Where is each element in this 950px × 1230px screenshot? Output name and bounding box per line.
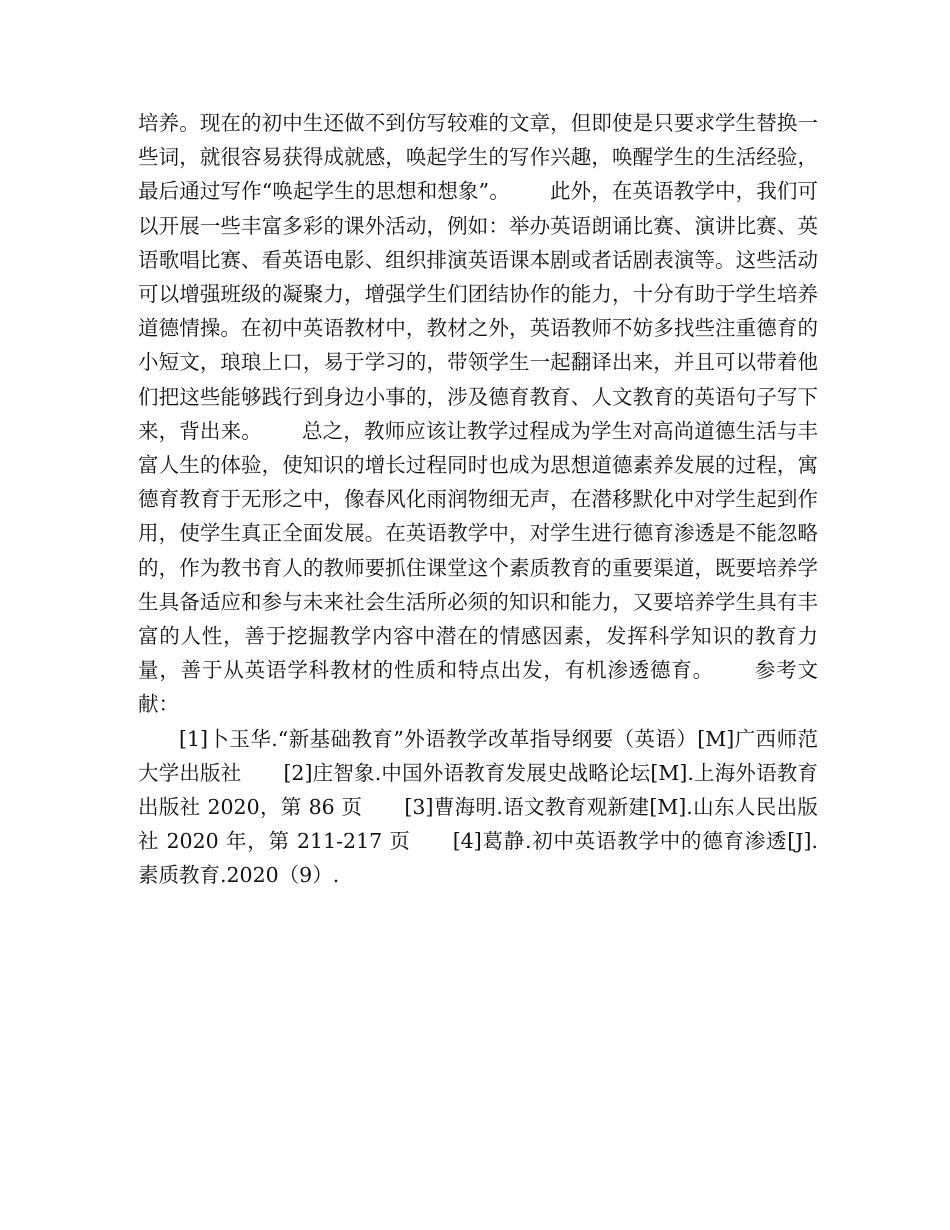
reference-item: [1]卜玉华.“新基础教育”外语教学改革指导纲要（英语）[M]广西师范大学出版社 [138,726,818,785]
paragraph-2: 此外，在英语教学中，我们可以开展一些丰富多彩的课外活动，例如：举办英语朗诵比赛、演讲比赛、英语歌唱比赛、看英语电影、组织排演英语课本剧或者话剧表演等。这些活动可以增强班级的凝聚力，增强学生们团结协作的能力，十分有助于学生培养道德情操。在初中英语教材中，教材之外，英语教师不妨多找些注重德育的小短文，琅琅上口，易于学习的，带领学生一起翻译出来，并且可以带着他们把这些能够践行到身边小事的，涉及德育教育、人文教育的英语句子写下来，背出来。 [138,179,818,443]
document-page [138,106,818,893]
paragraph-3: 总之，教师应该让教学过程成为学生对高尚道德生活与丰富人生的体验，使知识的增长过程同时也成为思想道德素养发展的过程，寓德育教育于无形之中，像春风化雨润物细无声，在潜移默化中对学生起到作用，使学生真正全面发展。在英语教学中，对学生进行德育渗透是不能忽略的，作为教书育人的教师要抓住课堂这个素质教育的重要渠道，既要培养学生具备适应和参与未来社会生活所必须的知识和能力，又要培养学生具有丰富的人性，善于挖掘教学内容中潜在的情感因素，发挥科学知识的教育力量，善于从英语学科教材的性质和特点出发，有机渗透德育。 [138,418,819,683]
body-text [138,106,818,722]
references-heading: 参考文献： [138,658,818,717]
reference-item: [2]庄智象.中国外语教育发展史战略论坛[M].上海外语教育出版社 2020，第 86 页 [138,760,818,820]
reference-item: [4]葛静.初中英语教学中的德育渗透[J].素质教育.2020（9）. [138,829,818,888]
paragraph-1: 培养。现在的初中生还做不到仿写较难的文章，但即使是只要求学生替换一些词，就很容易获得成就感，唤起学生的写作兴趣，唤醒学生的生活经验，最后通过写作“唤起学生的思想和想象”。 [138,111,818,204]
references-list [138,722,818,893]
reference-item: [3]曹海明.语文教育观新建[M].山东人民出版社 2020 年，第 211-217 页 [138,795,818,854]
